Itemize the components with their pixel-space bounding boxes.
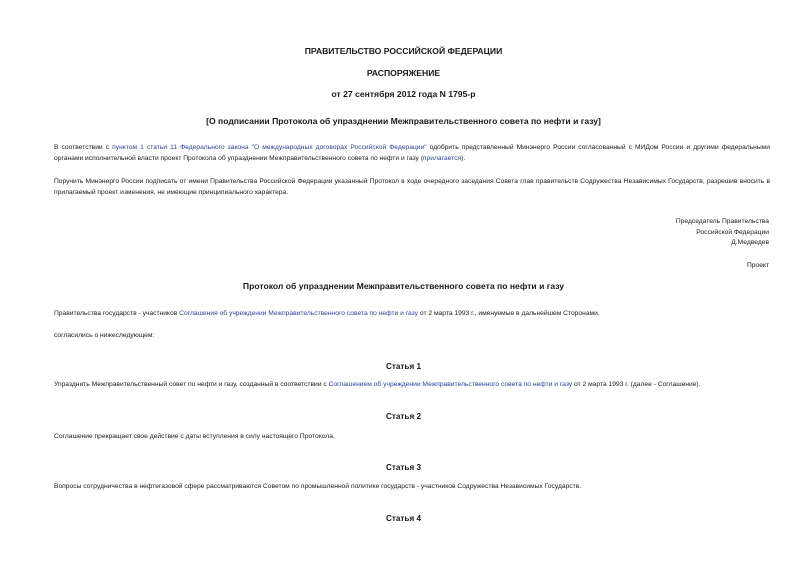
agreement-link[interactable]: Соглашением об учреждении Межправительственного совета по нефти и газу xyxy=(328,381,573,388)
paragraph-approval xyxy=(54,143,770,164)
article-title: Статья 4 xyxy=(385,514,422,523)
article-title: Статья 2 xyxy=(385,412,422,421)
agreed-line: согласились о нижеследующем: xyxy=(54,332,155,339)
article-title: Статья 1 xyxy=(385,362,422,371)
signature-line: Председатель Правительства xyxy=(675,218,769,225)
article-text xyxy=(54,381,701,388)
law-link[interactable]: пунктом 1 статьи 11 Федерального закона "О международных договорах Российской Федерации" xyxy=(112,144,427,151)
paragraph-text: В соответствии с xyxy=(54,144,113,151)
article-text-part: от 2 марта 1993 г. (далее - Соглашение). xyxy=(572,381,701,388)
preamble xyxy=(54,310,600,317)
attachment-link[interactable]: прилагается xyxy=(422,154,462,162)
agreement-link[interactable]: Соглашения об учреждении Межправительственного совета по нефти и газу xyxy=(179,310,419,317)
article-text: Соглашение прекращает свое действие с даты вступления в силу настоящего Протокола. xyxy=(54,433,335,440)
subject-heading: [О подписании Протокола об упразднении Межправительственного совета по нефти и газу] xyxy=(206,116,601,126)
signature-name: Д.Медведев xyxy=(731,239,769,246)
date-number-line: от 27 сентября 2012 года N 1795-р xyxy=(331,89,476,99)
doc-type-heading: РАСПОРЯЖЕНИЕ xyxy=(366,68,441,78)
signature-block xyxy=(676,217,769,249)
paragraph-text: ). xyxy=(461,154,466,162)
paragraph-instruction: Поручить Минэнерго России подписать от имени Правительства Российской Федерации указанный Протокол в ходе очередного заседания Совета глав правительств Содружества Независимых Государств, разрешив вносить в прилагаемый проект изменения, не имеющие принципиального характера. xyxy=(54,178,770,196)
article-text-part: Упразднить Межправительственный совет по нефти и газу, созданный в соответствии с xyxy=(54,381,329,388)
government-heading: ПРАВИТЕЛЬСТВО РОССИЙСКОЙ ФЕДЕРАЦИИ xyxy=(304,46,503,56)
paragraph-text: одобрить представленный Минэнерго России согласованный с МИДом России и другими федеральными органами исполнительной власти проект Протокола об упразднении Межправительственного совета по нефти и газу ( xyxy=(54,144,771,162)
preamble-text: от 2 марта 1993 г., именуемые в дальнейшем Сторонами, xyxy=(418,310,600,317)
draft-label: Проект xyxy=(746,262,769,269)
signature-line: Российской Федерации xyxy=(696,228,769,236)
article-text: Вопросы сотрудничества в нефтегазовой сфере рассматриваются Советом по промышленной политике государств - участников Содружества Независимых Государств. xyxy=(54,483,582,490)
preamble-text: Правительства государств - участников xyxy=(54,310,180,317)
protocol-title: Протокол об упразднении Межправительственного совета по нефти и газу xyxy=(242,281,565,291)
article-title: Статья 3 xyxy=(385,463,422,472)
